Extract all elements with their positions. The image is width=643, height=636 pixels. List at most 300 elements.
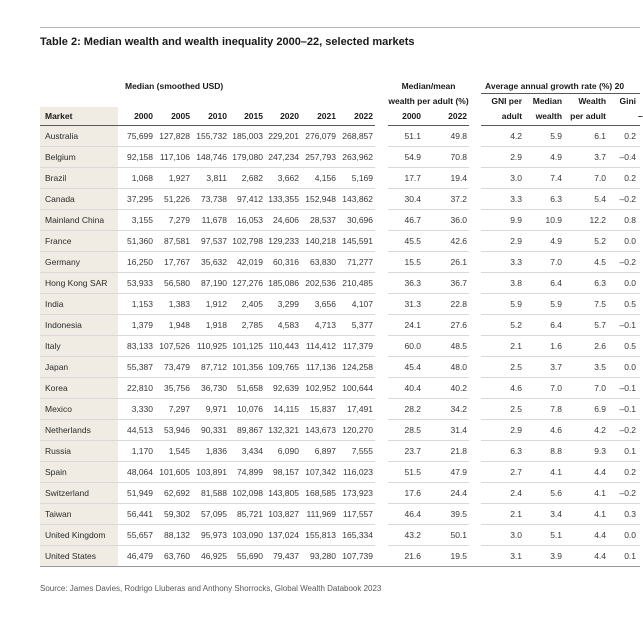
median-value-cell: 1,836 bbox=[192, 440, 229, 461]
median-value-cell: 57,095 bbox=[192, 503, 229, 524]
column-gap bbox=[375, 125, 388, 146]
table-row bbox=[40, 356, 640, 377]
growth-value-cell: 2.9 bbox=[481, 146, 524, 167]
growth-value-cell: 4.6 bbox=[524, 419, 564, 440]
median-value-cell: 28,537 bbox=[301, 209, 338, 230]
median-value-cell: 103,090 bbox=[229, 524, 265, 545]
median-mean-value-cell: 28.2 bbox=[388, 398, 423, 419]
median-value-cell: 53,946 bbox=[155, 419, 192, 440]
clipped-column-fragment bbox=[638, 356, 640, 377]
year-header: 2020 bbox=[265, 107, 301, 125]
wealth-per-adult-header-line1: Wealth bbox=[578, 96, 607, 106]
growth-value-cell: 6.3 bbox=[564, 272, 608, 293]
median-value-cell: 1,927 bbox=[155, 167, 192, 188]
table-row bbox=[40, 188, 640, 209]
table-row bbox=[40, 335, 640, 356]
median-value-cell: 257,793 bbox=[301, 146, 338, 167]
year-header: 2005 bbox=[155, 107, 192, 125]
median-value-cell: 276,079 bbox=[301, 125, 338, 146]
growth-value-cell: 6.3 bbox=[524, 188, 564, 209]
table-row bbox=[40, 398, 640, 419]
growth-value-cell: 3.8 bbox=[481, 272, 524, 293]
median-mean-value-cell: 46.7 bbox=[388, 209, 423, 230]
median-value-cell: 132,321 bbox=[265, 419, 301, 440]
growth-value-cell: 3.0 bbox=[481, 167, 524, 188]
median-mean-value-cell: 23.7 bbox=[388, 440, 423, 461]
median-value-cell: 6,090 bbox=[265, 440, 301, 461]
growth-value-cell: –0.2 bbox=[608, 251, 638, 272]
clipped-column-fragment bbox=[638, 230, 640, 251]
market-cell: Spain bbox=[40, 461, 118, 482]
growth-value-cell: 2.5 bbox=[481, 356, 524, 377]
growth-value-cell: 3.1 bbox=[481, 545, 524, 566]
market-cell: Korea bbox=[40, 377, 118, 398]
median-value-cell: 75,699 bbox=[118, 125, 155, 146]
median-mean-value-cell: 28.5 bbox=[388, 419, 423, 440]
growth-value-cell: 7.8 bbox=[524, 398, 564, 419]
growth-value-cell: 5.2 bbox=[564, 230, 608, 251]
subheader-row-1 bbox=[40, 93, 640, 107]
table-title: Table 2: Median wealth and wealth inequality 2000–22, selected markets bbox=[40, 36, 415, 48]
median-value-cell: 4,583 bbox=[265, 314, 301, 335]
growth-value-cell: 7.0 bbox=[564, 167, 608, 188]
column-gap bbox=[469, 398, 481, 419]
market-cell: United States bbox=[40, 545, 118, 566]
median-value-cell: 14,115 bbox=[265, 398, 301, 419]
growth-value-cell: 2.1 bbox=[481, 503, 524, 524]
column-gap bbox=[469, 93, 481, 107]
column-gap bbox=[469, 461, 481, 482]
median-value-cell: 173,923 bbox=[338, 482, 375, 503]
growth-value-cell: 3.7 bbox=[564, 146, 608, 167]
growth-value-cell: 5.9 bbox=[481, 293, 524, 314]
clipped-column-fragment bbox=[638, 461, 640, 482]
median-wealth-header-line1: Median bbox=[532, 96, 563, 106]
growth-value-cell: 5.9 bbox=[524, 125, 564, 146]
median-mean-value-cell: 17.7 bbox=[388, 167, 423, 188]
median-mean-value-cell: 30.4 bbox=[388, 188, 423, 209]
clipped-column-fragment bbox=[638, 272, 640, 293]
median-mean-group-header-line2: wealth per adult (%) bbox=[388, 96, 469, 106]
median-value-cell: 107,526 bbox=[155, 335, 192, 356]
table-row bbox=[40, 146, 640, 167]
growth-value-cell: –0.2 bbox=[608, 419, 638, 440]
column-gap bbox=[375, 293, 388, 314]
median-mean-value-cell: 50.1 bbox=[423, 524, 469, 545]
median-value-cell: 24,606 bbox=[265, 209, 301, 230]
table-row bbox=[40, 503, 640, 524]
market-cell: France bbox=[40, 230, 118, 251]
median-value-cell: 2,405 bbox=[229, 293, 265, 314]
median-value-cell: 10,076 bbox=[229, 398, 265, 419]
median-value-cell: 1,379 bbox=[118, 314, 155, 335]
clipped-column-fragment bbox=[638, 419, 640, 440]
growth-value-cell: –0.2 bbox=[608, 482, 638, 503]
median-value-cell: 7,279 bbox=[155, 209, 192, 230]
column-gap bbox=[469, 107, 481, 125]
median-value-cell: 101,605 bbox=[155, 461, 192, 482]
median-mean-value-cell: 15.5 bbox=[388, 251, 423, 272]
column-gap bbox=[375, 524, 388, 545]
column-gap bbox=[375, 398, 388, 419]
median-group-header: Median (smoothed USD) bbox=[125, 81, 224, 91]
year-header: 2022 bbox=[338, 107, 375, 125]
growth-value-cell: 9.9 bbox=[481, 209, 524, 230]
market-cell: Germany bbox=[40, 251, 118, 272]
median-value-cell: 103,891 bbox=[192, 461, 229, 482]
column-gap bbox=[375, 272, 388, 293]
clipped-column-fragment bbox=[638, 524, 640, 545]
clipped-column-fragment bbox=[638, 314, 640, 335]
growth-value-cell: –0.4 bbox=[608, 146, 638, 167]
median-mean-value-cell: 60.0 bbox=[388, 335, 423, 356]
median-value-cell: 51,226 bbox=[155, 188, 192, 209]
median-value-cell: 117,106 bbox=[155, 146, 192, 167]
growth-value-cell: 3.3 bbox=[481, 251, 524, 272]
market-cell: Belgium bbox=[40, 146, 118, 167]
clipped-column-fragment bbox=[638, 398, 640, 419]
growth-value-cell: 4.1 bbox=[524, 461, 564, 482]
table-header bbox=[40, 76, 643, 125]
median-value-cell: 133,355 bbox=[265, 188, 301, 209]
median-mean-value-cell: 51.5 bbox=[388, 461, 423, 482]
growth-value-cell: 10.9 bbox=[524, 209, 564, 230]
market-cell: India bbox=[40, 293, 118, 314]
median-mean-value-cell: 26.1 bbox=[423, 251, 469, 272]
median-mean-value-cell: 24.4 bbox=[423, 482, 469, 503]
median-value-cell: 145,591 bbox=[338, 230, 375, 251]
median-value-cell: 5,169 bbox=[338, 167, 375, 188]
source-note: Source: James Davies, Rodrigo Lluberas and Anthony Shorrocks, Global Wealth Databook 2023 bbox=[40, 584, 382, 593]
growth-value-cell: 2.9 bbox=[481, 230, 524, 251]
median-value-cell: 111,969 bbox=[301, 503, 338, 524]
column-gap bbox=[375, 314, 388, 335]
market-cell: Mainland China bbox=[40, 209, 118, 230]
clipped-column-fragment bbox=[638, 125, 640, 146]
year-header: 2000 bbox=[388, 107, 423, 125]
median-value-cell: 1,545 bbox=[155, 440, 192, 461]
table-row bbox=[40, 251, 640, 272]
median-value-cell: 109,765 bbox=[265, 356, 301, 377]
median-value-cell: 3,155 bbox=[118, 209, 155, 230]
growth-value-cell: 0.8 bbox=[608, 209, 638, 230]
growth-value-cell: 0.1 bbox=[608, 545, 638, 566]
median-value-cell: 53,933 bbox=[118, 272, 155, 293]
median-value-cell: 63,830 bbox=[301, 251, 338, 272]
median-value-cell: 117,557 bbox=[338, 503, 375, 524]
clipped-column-fragment bbox=[638, 377, 640, 398]
median-value-cell: 103,827 bbox=[265, 503, 301, 524]
growth-value-cell: 4.5 bbox=[564, 251, 608, 272]
clipped-column-fragment bbox=[638, 251, 640, 272]
growth-value-cell: 6.3 bbox=[481, 440, 524, 461]
growth-value-cell: 5.1 bbox=[524, 524, 564, 545]
growth-value-cell: 0.0 bbox=[608, 356, 638, 377]
table-row bbox=[40, 293, 640, 314]
median-value-cell: 83,133 bbox=[118, 335, 155, 356]
median-value-cell: 143,862 bbox=[338, 188, 375, 209]
median-value-cell: 88,132 bbox=[155, 524, 192, 545]
table-row bbox=[40, 125, 640, 146]
growth-value-cell: 9.3 bbox=[564, 440, 608, 461]
median-value-cell: 74,899 bbox=[229, 461, 265, 482]
median-value-cell: 168,585 bbox=[301, 482, 338, 503]
median-mean-value-cell: 39.5 bbox=[423, 503, 469, 524]
table-body bbox=[40, 125, 640, 566]
growth-value-cell: 6.9 bbox=[564, 398, 608, 419]
median-value-cell: 1,912 bbox=[192, 293, 229, 314]
median-value-cell: 36,730 bbox=[192, 377, 229, 398]
column-gap bbox=[375, 230, 388, 251]
median-value-cell: 22,810 bbox=[118, 377, 155, 398]
median-mean-value-cell: 48.5 bbox=[423, 335, 469, 356]
median-value-cell: 124,258 bbox=[338, 356, 375, 377]
growth-value-cell: –0.1 bbox=[608, 314, 638, 335]
table-row bbox=[40, 272, 640, 293]
growth-value-cell: 5.6 bbox=[524, 482, 564, 503]
median-mean-value-cell: 54.9 bbox=[388, 146, 423, 167]
median-value-cell: 37,295 bbox=[118, 188, 155, 209]
median-value-cell: 137,024 bbox=[265, 524, 301, 545]
empty-cell bbox=[638, 93, 640, 107]
clipped-column-fragment bbox=[638, 335, 640, 356]
median-value-cell: 127,828 bbox=[155, 125, 192, 146]
median-value-cell: 16,250 bbox=[118, 251, 155, 272]
growth-value-cell: 2.5 bbox=[481, 398, 524, 419]
growth-value-cell: 4.6 bbox=[481, 377, 524, 398]
growth-value-cell: 3.7 bbox=[524, 356, 564, 377]
table-row bbox=[40, 230, 640, 251]
median-value-cell: 35,632 bbox=[192, 251, 229, 272]
median-value-cell: 101,125 bbox=[229, 335, 265, 356]
clipped-column-fragment bbox=[638, 188, 640, 209]
market-column-header: Market bbox=[40, 107, 118, 125]
median-mean-value-cell: 22.8 bbox=[423, 293, 469, 314]
column-gap bbox=[375, 419, 388, 440]
median-mean-value-cell: 40.4 bbox=[388, 377, 423, 398]
median-value-cell: 120,270 bbox=[338, 419, 375, 440]
column-gap bbox=[375, 251, 388, 272]
column-gap bbox=[375, 545, 388, 566]
year-header: 2021 bbox=[301, 107, 338, 125]
median-value-cell: 71,277 bbox=[338, 251, 375, 272]
median-mean-value-cell: 45.5 bbox=[388, 230, 423, 251]
column-gap bbox=[469, 545, 481, 566]
growth-value-cell: 5.7 bbox=[564, 314, 608, 335]
growth-value-cell: 5.4 bbox=[564, 188, 608, 209]
clipped-column-fragment bbox=[638, 503, 640, 524]
median-value-cell: 1,170 bbox=[118, 440, 155, 461]
median-value-cell: 6,897 bbox=[301, 440, 338, 461]
median-mean-value-cell: 19.4 bbox=[423, 167, 469, 188]
median-value-cell: 4,156 bbox=[301, 167, 338, 188]
median-value-cell: 51,658 bbox=[229, 377, 265, 398]
median-value-cell: 107,342 bbox=[301, 461, 338, 482]
growth-value-cell: 0.0 bbox=[608, 524, 638, 545]
growth-value-cell: 0.5 bbox=[608, 335, 638, 356]
median-value-cell: 3,656 bbox=[301, 293, 338, 314]
column-gap bbox=[375, 503, 388, 524]
median-value-cell: 17,491 bbox=[338, 398, 375, 419]
median-value-cell: 15,837 bbox=[301, 398, 338, 419]
market-cell: Russia bbox=[40, 440, 118, 461]
column-gap bbox=[469, 167, 481, 188]
median-value-cell: 97,537 bbox=[192, 230, 229, 251]
median-mean-value-cell: 19.5 bbox=[423, 545, 469, 566]
median-value-cell: 165,334 bbox=[338, 524, 375, 545]
median-mean-value-cell: 46.4 bbox=[388, 503, 423, 524]
median-mean-value-cell: 31.3 bbox=[388, 293, 423, 314]
growth-value-cell: 4.9 bbox=[524, 146, 564, 167]
median-mean-value-cell: 37.2 bbox=[423, 188, 469, 209]
median-value-cell: 97,412 bbox=[229, 188, 265, 209]
growth-value-cell: 6.1 bbox=[564, 125, 608, 146]
column-gap bbox=[469, 524, 481, 545]
median-value-cell: 85,721 bbox=[229, 503, 265, 524]
median-mean-value-cell: 49.8 bbox=[423, 125, 469, 146]
median-mean-value-cell: 27.6 bbox=[423, 314, 469, 335]
median-value-cell: 102,098 bbox=[229, 482, 265, 503]
market-cell: Japan bbox=[40, 356, 118, 377]
median-value-cell: 87,712 bbox=[192, 356, 229, 377]
median-mean-value-cell: 31.4 bbox=[423, 419, 469, 440]
growth-value-cell: 0.0 bbox=[608, 230, 638, 251]
median-value-cell: 102,952 bbox=[301, 377, 338, 398]
column-gap bbox=[469, 209, 481, 230]
table-row bbox=[40, 482, 640, 503]
growth-value-cell: 2.9 bbox=[481, 419, 524, 440]
median-value-cell: 93,280 bbox=[301, 545, 338, 566]
median-value-cell: 3,299 bbox=[265, 293, 301, 314]
median-mean-value-cell: 21.8 bbox=[423, 440, 469, 461]
market-cell: United Kingdom bbox=[40, 524, 118, 545]
median-value-cell: 100,644 bbox=[338, 377, 375, 398]
median-value-cell: 59,302 bbox=[155, 503, 192, 524]
subheader-row-2 bbox=[40, 107, 640, 125]
growth-value-cell: 2.4 bbox=[481, 482, 524, 503]
growth-value-cell: 0.2 bbox=[608, 461, 638, 482]
growth-value-cell: 4.9 bbox=[524, 230, 564, 251]
median-mean-value-cell: 36.0 bbox=[423, 209, 469, 230]
gini-header: Gini bbox=[619, 96, 637, 106]
market-cell: Netherlands bbox=[40, 419, 118, 440]
table-row bbox=[40, 209, 640, 230]
median-value-cell: 7,297 bbox=[155, 398, 192, 419]
year-header: 2000 bbox=[118, 107, 155, 125]
empty-cell bbox=[608, 107, 638, 125]
market-cell: Italy bbox=[40, 335, 118, 356]
growth-value-cell: –0.2 bbox=[608, 188, 638, 209]
median-value-cell: 140,218 bbox=[301, 230, 338, 251]
median-mean-value-cell: 36.3 bbox=[388, 272, 423, 293]
median-value-cell: 148,746 bbox=[192, 146, 229, 167]
median-value-cell: 117,379 bbox=[338, 335, 375, 356]
column-gap bbox=[469, 440, 481, 461]
column-gap bbox=[375, 93, 388, 107]
table-row bbox=[40, 314, 640, 335]
median-value-cell: 90,331 bbox=[192, 419, 229, 440]
growth-group-header: Average annual growth rate (%) 20 bbox=[481, 76, 640, 93]
column-gap bbox=[469, 188, 481, 209]
median-value-cell: 110,925 bbox=[192, 335, 229, 356]
growth-value-cell: 3.9 bbox=[524, 545, 564, 566]
median-value-cell: 92,158 bbox=[118, 146, 155, 167]
median-mean-value-cell: 70.8 bbox=[423, 146, 469, 167]
median-value-cell: 63,760 bbox=[155, 545, 192, 566]
median-value-cell: 152,948 bbox=[301, 188, 338, 209]
table-row bbox=[40, 167, 640, 188]
median-mean-value-cell: 17.6 bbox=[388, 482, 423, 503]
median-mean-value-cell: 42.6 bbox=[423, 230, 469, 251]
column-gap bbox=[469, 125, 481, 146]
gni-per-adult-header-line2: adult bbox=[481, 107, 524, 125]
median-mean-group-header-line1: Median/mean bbox=[401, 81, 456, 91]
median-value-cell: 55,690 bbox=[229, 545, 265, 566]
median-value-cell: 60,316 bbox=[265, 251, 301, 272]
growth-value-cell: 8.8 bbox=[524, 440, 564, 461]
column-gap bbox=[375, 76, 388, 93]
median-value-cell: 55,657 bbox=[118, 524, 155, 545]
market-cell: Canada bbox=[40, 188, 118, 209]
column-gap bbox=[469, 76, 481, 93]
growth-value-cell: 7.0 bbox=[524, 251, 564, 272]
growth-value-cell: 0.2 bbox=[608, 167, 638, 188]
median-value-cell: 202,536 bbox=[301, 272, 338, 293]
median-value-cell: 81,588 bbox=[192, 482, 229, 503]
wealth-table bbox=[40, 76, 643, 567]
median-mean-value-cell: 36.7 bbox=[423, 272, 469, 293]
growth-value-cell: 4.2 bbox=[564, 419, 608, 440]
table-row bbox=[40, 377, 640, 398]
column-gap bbox=[375, 188, 388, 209]
median-mean-value-cell: 51.1 bbox=[388, 125, 423, 146]
median-value-cell: 1,383 bbox=[155, 293, 192, 314]
market-cell: Indonesia bbox=[40, 314, 118, 335]
median-value-cell: 73,738 bbox=[192, 188, 229, 209]
clipped-column-fragment bbox=[638, 146, 640, 167]
column-gap bbox=[375, 440, 388, 461]
table-row bbox=[40, 461, 640, 482]
growth-value-cell: 0.5 bbox=[608, 293, 638, 314]
growth-value-cell: 5.9 bbox=[524, 293, 564, 314]
clipped-column-fragment bbox=[638, 440, 640, 461]
median-value-cell: 2,682 bbox=[229, 167, 265, 188]
growth-value-cell: 4.1 bbox=[564, 482, 608, 503]
growth-value-cell: 6.4 bbox=[524, 314, 564, 335]
table-row bbox=[40, 440, 640, 461]
median-value-cell: 7,555 bbox=[338, 440, 375, 461]
empty-cell bbox=[40, 76, 118, 93]
market-cell: Brazil bbox=[40, 167, 118, 188]
median-value-cell: 110,443 bbox=[265, 335, 301, 356]
median-value-cell: 1,153 bbox=[118, 293, 155, 314]
median-value-cell: 98,157 bbox=[265, 461, 301, 482]
column-gap bbox=[469, 251, 481, 272]
column-gap bbox=[375, 167, 388, 188]
group-header-row bbox=[40, 76, 640, 93]
median-value-cell: 9,971 bbox=[192, 398, 229, 419]
market-cell: Switzerland bbox=[40, 482, 118, 503]
median-value-cell: 55,387 bbox=[118, 356, 155, 377]
year-header: 2015 bbox=[229, 107, 265, 125]
median-value-cell: 1,918 bbox=[192, 314, 229, 335]
column-gap bbox=[469, 335, 481, 356]
median-value-cell: 51,949 bbox=[118, 482, 155, 503]
median-value-cell: 102,798 bbox=[229, 230, 265, 251]
clipped-column-fragment bbox=[638, 545, 640, 566]
median-mean-value-cell: 40.2 bbox=[423, 377, 469, 398]
market-cell: Australia bbox=[40, 125, 118, 146]
